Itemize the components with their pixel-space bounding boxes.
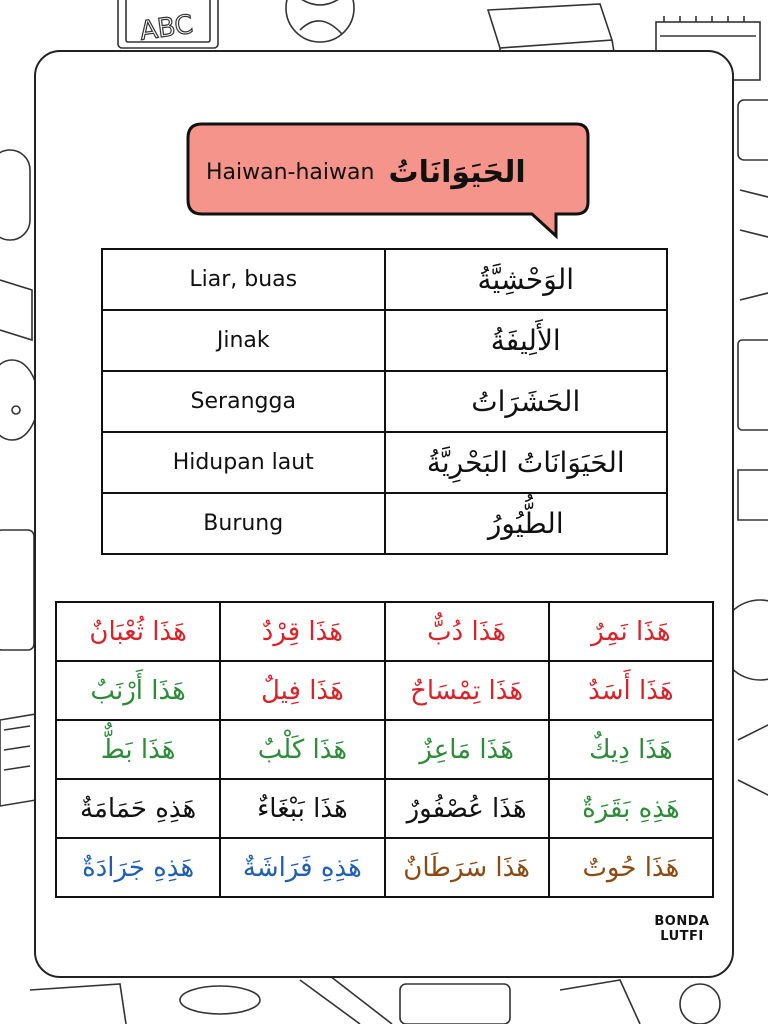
logo-line-1: BONDA [654, 914, 710, 929]
title-malay: Haiwan-haiwan [206, 159, 375, 185]
animals-phrase-table [55, 601, 714, 898]
arabic-cell: الطُّيُورُ [385, 493, 668, 554]
animal-cell: هَذَا فِيلٌ [220, 661, 384, 720]
animal-cell: هَذِهِ حَمَامَةٌ [56, 779, 220, 838]
animal-cell: هَذَا ثُعْبَانٌ [56, 602, 220, 661]
arabic-cell: الوَحْشِيَّةُ [385, 249, 668, 310]
animal-cell: هَذَا تِمْسَاحٌ [385, 661, 549, 720]
malay-cell: Burung [102, 493, 385, 554]
animal-cell: هَذَا سَرَطَانٌ [385, 838, 549, 897]
chalkboard-text: ABC [137, 9, 195, 47]
table-row [102, 310, 667, 371]
animal-cell: هَذَا بَطٌّ [56, 720, 220, 779]
logo-line-2: LUTFI [660, 929, 704, 944]
arabic-cell: الأَلِيفَةُ [385, 310, 668, 371]
animal-cell: هَذَا كَلْبٌ [220, 720, 384, 779]
table-row [102, 249, 667, 310]
malay-cell: Hidupan laut [102, 432, 385, 493]
title-arabic: الحَيَوَانَاتُ [388, 154, 526, 190]
animal-cell: هَذَا حُوتٌ [549, 838, 713, 897]
malay-cell: Serangga [102, 371, 385, 432]
animal-cell: هَذَا عُصْفُورٌ [385, 779, 549, 838]
animal-cell: هَذَا دُبٌّ [385, 602, 549, 661]
animal-cell: هَذَا مَاعِزٌ [385, 720, 549, 779]
animal-cell: هَذِهِ جَرَادَةٌ [56, 838, 220, 897]
animal-cell: هَذَا نَمِرٌ [549, 602, 713, 661]
table-row [56, 661, 713, 720]
arabic-cell: الحَشَرَاتُ [385, 371, 668, 432]
animal-cell: هَذَا قِرْدٌ [220, 602, 384, 661]
animal-cell: هَذَا أَرْنَبٌ [56, 661, 220, 720]
malay-cell: Liar, buas [102, 249, 385, 310]
table-row [56, 720, 713, 779]
malay-cell: Jinak [102, 310, 385, 371]
book-doodle [488, 4, 612, 48]
animal-cell: هَذِهِ بَقَرَةٌ [549, 779, 713, 838]
arabic-cell: الحَيَوَانَاتُ البَحْرِيَّةُ [385, 432, 668, 493]
category-vocabulary-table [101, 248, 668, 555]
table-row [102, 371, 667, 432]
page-title [206, 146, 586, 198]
table-row [56, 602, 713, 661]
table-row [56, 779, 713, 838]
animal-cell: هَذَا بَبْغَاءٌ [220, 779, 384, 838]
animal-cell: هَذَا دِيكٌ [549, 720, 713, 779]
animal-cell: هَذَا أَسَدٌ [549, 661, 713, 720]
animal-cell: هَذِهِ فَرَاشَةٌ [220, 838, 384, 897]
table-row [102, 432, 667, 493]
bonda-lutfi-logo [646, 914, 718, 958]
table-row [102, 493, 667, 554]
table-row [56, 838, 713, 897]
